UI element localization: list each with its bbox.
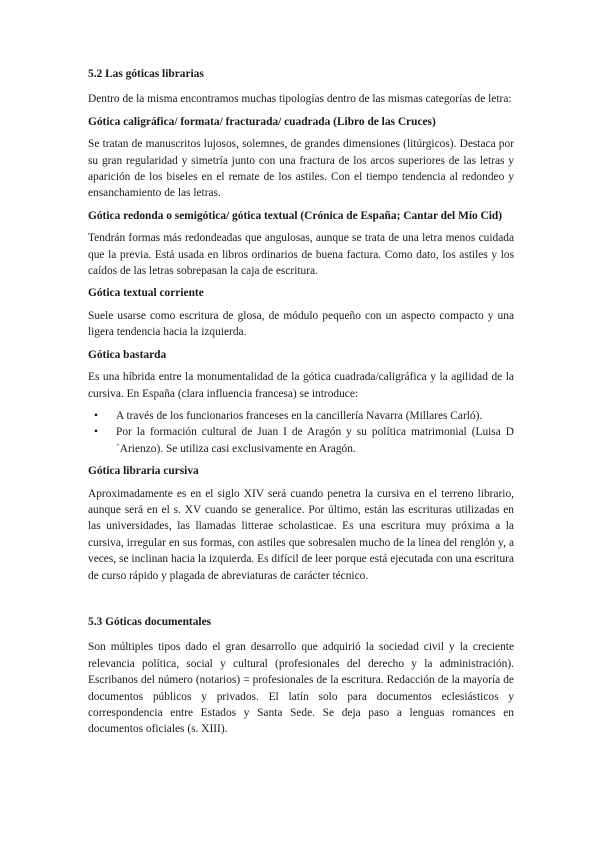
subheading-textual-corriente: Gótica textual corriente: [88, 287, 204, 300]
bullet-icon: •: [94, 409, 98, 422]
section-heading-5-2: 5.2 Las góticas librarias: [88, 68, 204, 80]
subheading-redonda: Gótica redonda o semigótica/ gótica textual (Crónica de España; Cantar del Mío Cid): [88, 209, 503, 222]
paragraph-bastarda: Es una híbrida entre la monumentalidad de la gótica cuadrada/caligráfica y la agilidad de la cursiva. En España (clara influencia francesa) se introduce:: [88, 371, 514, 400]
intro-paragraph: Dentro de la misma encontramos muchas tipologías dentro de las mismas categorías de letra:: [88, 93, 512, 106]
list-item-text: A través de los funcionarios franceses en la cancillería Navarra (Millares Carló).: [116, 409, 483, 422]
paragraph-cursiva: Aproximadamente es en el siglo XIV será cuando penetra la cursiva en el terreno librario, aunque será en el s. XV cuando se generalice. Por último, están las escrituras utilizadas en las universidades, las llamadas litterae scholasticae. Es una escritura muy próxima a la cursiva, irregular en sus formas, con astiles que sobresalen mucho de la línea del renglón y, a veces, se inclinan hacia la izquierda. Es difícil de leer porque está ejecutada con una escritura de curso rápido y plagada de abreviaturas de carácter técnico.: [88, 487, 514, 582]
section-heading-5-3: 5.3 Góticas documentales: [88, 615, 212, 628]
subheading-caligrafica: Gótica caligráfica/ formata/ fracturada/ cuadrada (Libro de las Cruces): [88, 115, 436, 128]
list-item: [88, 408, 514, 424]
paragraph-caligrafica: Se tratan de manuscritos lujosos, solemnes, de grandes dimensiones (litúrgicos). Destaca por su gran regularidad y simetría junto con una fractura de los arcos superiores de las letras y aparición de los biseles en el remate de los astiles. Con el tiempo tendencia al redondeo y ensanchamiento de las letras.: [88, 138, 514, 200]
list-item: [88, 424, 514, 457]
bullet-icon: •: [94, 426, 98, 439]
paragraph-documentales: Son múltiples tipos dado el gran desarrollo que adquirió la sociedad civil y la creciente relevancia política, social y cultural (profesionales del derecho y la administración). Escribanos del número (notarios) = profesionales de la escritura. Redacción de la mayoría de documentos públicos y privados. El latín solo para documentos eclesiásticos y correspondencia entre Estados y Santa Sede. Se deja paso a lenguas romances en documentos oficiales (s. XIII).: [88, 641, 514, 736]
paragraph-textual-corriente: Suele usarse como escritura de glosa, de módulo pequeño con un aspecto compacto y una ligera tendencia hacia la izquierda.: [88, 309, 514, 339]
list-item-text: Por la formación cultural de Juan I de Aragón y su política matrimonial (Luisa D´Arienzo). Se utiliza casi exclusivamente en Aragón.: [116, 426, 514, 455]
subheading-bastarda: Gótica bastarda: [88, 348, 167, 361]
document-page: [88, 66, 514, 738]
paragraph-redonda: Tendrán formas más redondeadas que angulosas, aunque se trata de una letra menos cuidada que la previa. Está usada en libros ordinarios de buena factura. Como dato, los astiles y los caídos de las letras sobrepasan la caja de escritura.: [88, 232, 514, 278]
bastarda-bullet-list: [88, 408, 514, 457]
subheading-cursiva: Gótica libraria cursiva: [88, 465, 199, 478]
